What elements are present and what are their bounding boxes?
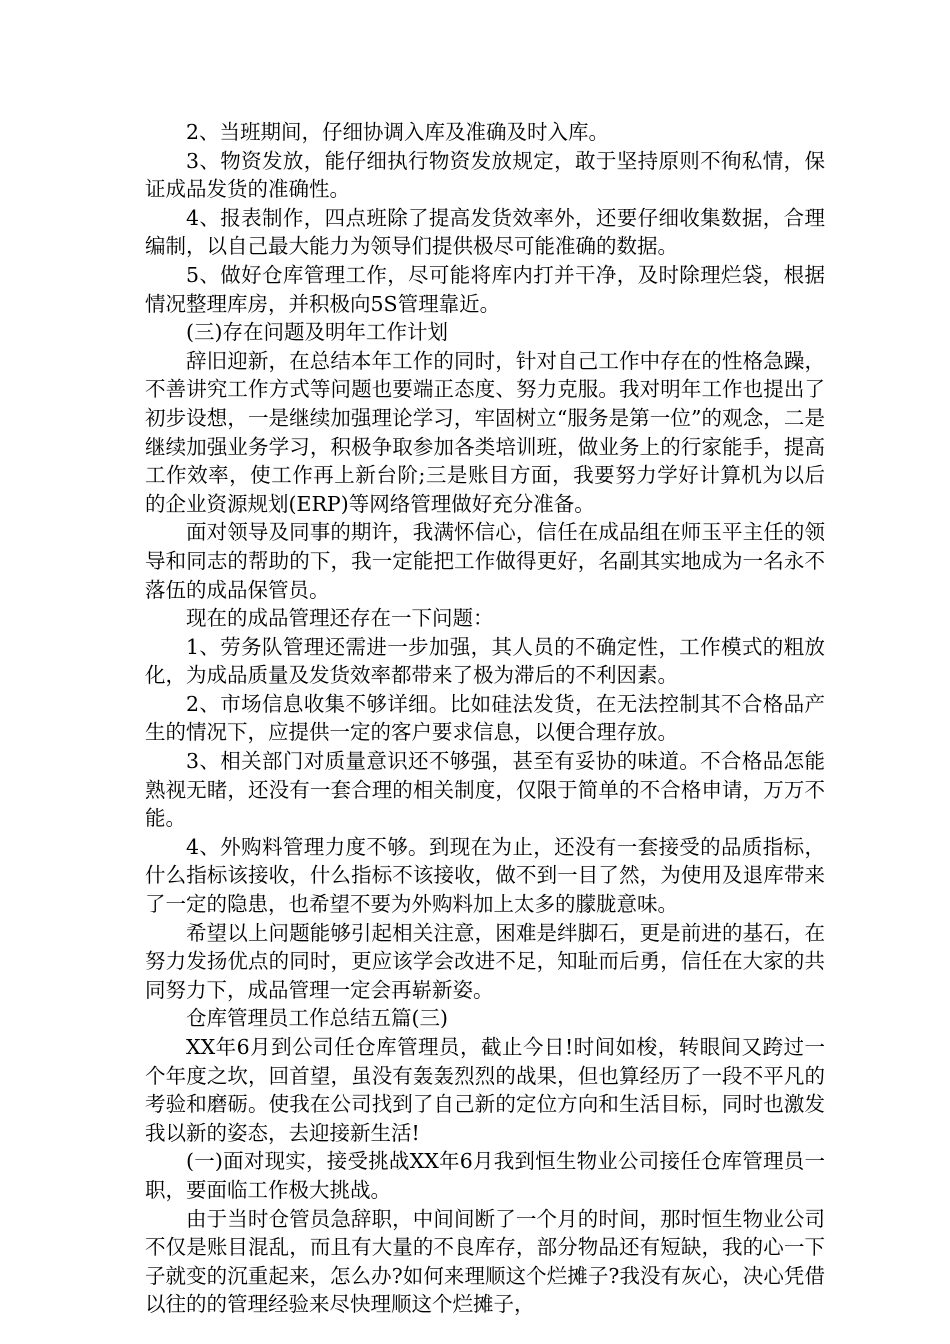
paragraph: (一)面对现实，接受挑战XX年6月我到恒生物业公司接任仓库管理员一职，要面临工作极大挑战。 (145, 1149, 825, 1202)
article-title: 仓库管理员工作总结五篇(三) (186, 1006, 448, 1031)
paragraph: 希望以上问题能够引起相关注意，困难是绊脚石，更是前进的基石，在努力发扬优点的同时，更应该学会改进不足，知耻而后勇，信任在大家的共同努力下，成品管理一定会再崭新姿。 (145, 920, 825, 1002)
paragraph: 2、当班期间，仔细协调入库及准确及时入库。 (186, 120, 610, 144)
paragraph: XX年6月到公司任仓库管理员，截止今日!时间如梭，转眼间又跨过一个年度之坎，回首望，虽没有轰轰烈烈的战果，但也算经历了一段不平凡的考验和磨砺。使我在公司找到了自己新的定位方向和生活目标，同时也激发我以新的姿态，去迎接新生活! (145, 1035, 825, 1145)
paragraph: 1、劳务队管理还需进一步加强，其人员的不确定性，工作模式的粗放化，为成品质量及发货效率都带来了极为滞后的不利因素。 (145, 634, 825, 688)
paragraph: 面对领导及同事的期许，我满怀信心，信任在成品组在师玉平主任的领导和同志的帮助的下，我一定能把工作做得更好，名副其实地成为一名永不落伍的成品保管员。 (145, 520, 825, 602)
document-page (145, 118, 825, 1319)
paragraph: 4、外购料管理力度不够。到现在为止，还没有一套接受的品质指标，什么指标该接收，什么指标不该接收，做不到一目了然，为使用及退库带来了一定的隐患，也希望不要为外购料加上太多的朦胧意味。 (145, 834, 825, 917)
section-heading: (三)存在问题及明年工作计划 (186, 320, 448, 345)
paragraph: 4、报表制作，四点班除了提高发货效率外，还要仔细收集数据，合理编制，以自己最大能力为领导们提供极尽可能准确的数据。 (145, 205, 825, 259)
paragraph: 3、物资发放，能仔细执行物资发放规定，敢于坚持原则不徇私情，保证成品发货的准确性。 (145, 148, 825, 202)
paragraph: 2、市场信息收集不够详细。比如硅法发货，在无法控制其不合格品产生的情况下，应提供一定的客户要求信息，以便合理存放。 (145, 691, 825, 745)
paragraph: 现在的成品管理还存在一下问题： (186, 606, 494, 631)
paragraph: 3、相关部门对质量意识还不够强，甚至有妥协的味道。不合格品怎能熟视无睹，还没有一套合理的相关制度，仅限于简单的不合格申请，万万不能。 (145, 749, 825, 831)
paragraph: 由于当时仓管员急辞职，中间间断了一个月的时间，那时恒生物业公司不仅是账目混乱，而且有大量的不良库存，部分物品还有短缺，我的心一下子就变的沉重起来，怎么办?如何来理顺这个烂摊子?我没有灰心，决心凭借以往的的管理经验来尽快理顺这个烂摊子， (145, 1206, 825, 1317)
paragraph: 5、做好仓库管理工作，尽可能将库内打并干净，及时除理烂袋，根据情况整理库房，并积极向5S管理靠近。 (145, 262, 825, 316)
paragraph: 辞旧迎新，在总结本年工作的同时，针对自己工作中存在的性格急躁，不善讲究工作方式等问题也要端正态度、努力克服。我对明年工作也提出了初步设想，一是继续加强理论学习，牢固树立“服务是第一位”的观念，二是继续加强业务学习，积极争取参加各类培训班，做业务上的行家能手，提高工作效率，使工作再上新台阶;三是账目方面，我要努力学好计算机为以后的企业资源规划(ERP)等网络管理做好充分准备。 (145, 348, 825, 516)
